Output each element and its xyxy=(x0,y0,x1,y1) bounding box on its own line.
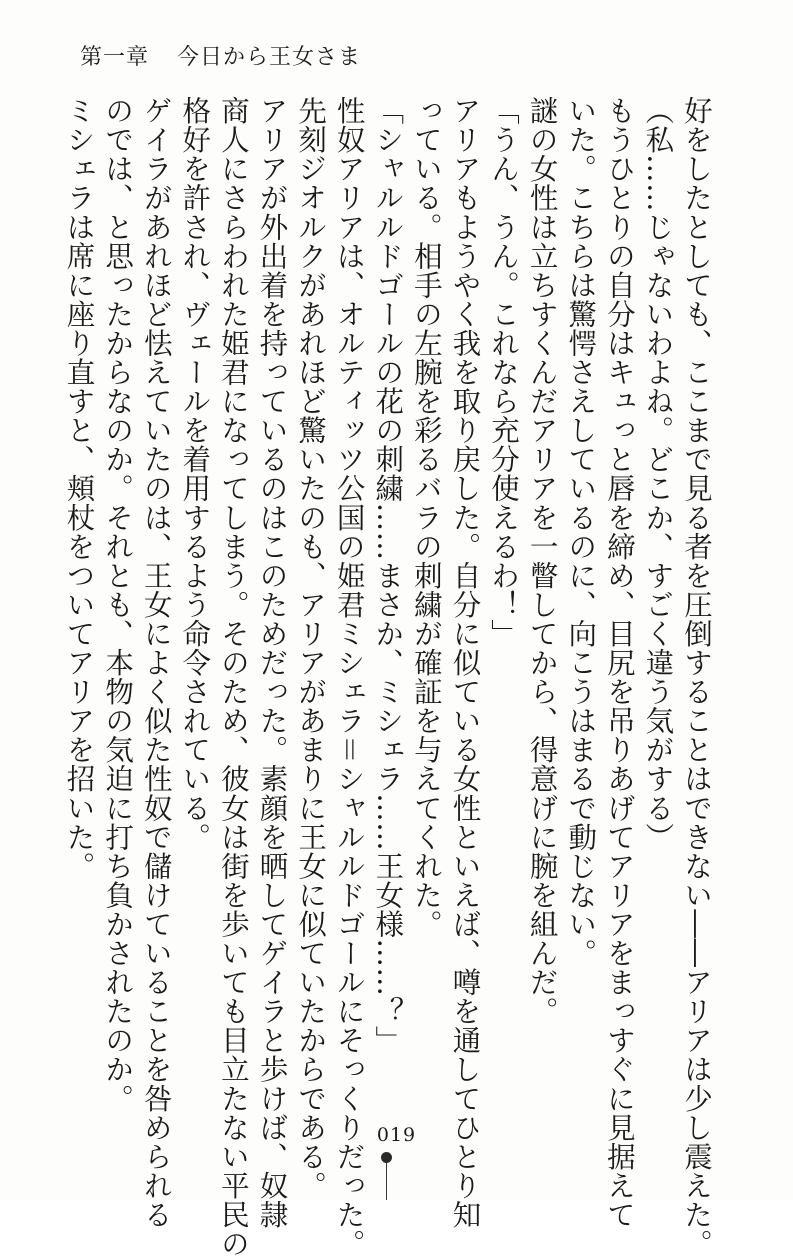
text-line: 「シャルルドゴールの花の刺繍……まさか、ミシェラ……王女様……？」 xyxy=(371,96,405,1055)
text-line: のでは、と思ったからなのか。それとも、本物の気迫に打ち負かされたのか。 xyxy=(101,96,135,1113)
text-line: いた。こちらは驚愕さえしているのに、向こうはまるで動じない。 xyxy=(564,96,598,968)
text-line: アリアもようやく我を取り戻した。自分に似ている女性といえば、噂を通してひとり知 xyxy=(448,96,482,1229)
text-line: っている。相手の左腕を彩るバラの刺繍が確証を与えてくれた。 xyxy=(409,96,443,939)
page-number: 019 xyxy=(376,1124,417,1146)
text-line: 「うん、うん。これなら充分使えるわ！」 xyxy=(487,96,521,648)
text-line: もうひとりの自分はキュっと唇を締め、目尻を吊りあげてアリアをまっすぐに見据えて xyxy=(602,96,636,1229)
text-line: ゲイラがあれほど怯えていたのは、王女によく似た性奴で儲けていることを咎められる xyxy=(139,96,173,1229)
text-line: 格好を許され、ヴェールを着用するよう命令されている。 xyxy=(178,96,212,852)
folio-ornament xyxy=(381,1152,393,1200)
ornament-dot xyxy=(381,1152,392,1163)
text-line: 性奴アリアは、オルティッツ公国の姫君ミシェラ＝シャルルドゴールにそっくりだった。 xyxy=(332,96,366,1258)
chapter-label: 第一章 xyxy=(80,45,150,70)
ornament-line xyxy=(386,1163,387,1200)
text-line: 好をしたとしても、ここまで見る者を圧倒することはできない――アリアは少し震えた。 xyxy=(680,96,713,1258)
text-line: アリアが外出着を持っているのはこのためだった。素顔を晒してゲイラと歩けば、奴隷 xyxy=(255,96,289,1229)
chapter-title: 今日から王女さま xyxy=(177,45,362,70)
text-line: 商人にさらわれた姫君になってしまう。そのため、彼女は街を歩いても目立たない平民の xyxy=(216,96,250,1258)
text-line: 謎の女性は立ちすくんだアリアを一瞥してから、得意げに腕を組んだ。 xyxy=(525,96,559,1026)
text-line: 先刻ジオルクがあれほど驚いたのも、アリアがあまりに王女に似ていたからである。 xyxy=(294,96,328,1200)
running-head xyxy=(80,40,361,71)
text-line: ミシェラは席に座り直すと、頬杖をついてアリアを招いた。 xyxy=(62,96,96,881)
text-line: （私……じゃないわよね。どこか、すごく違う気がする） xyxy=(641,96,675,852)
